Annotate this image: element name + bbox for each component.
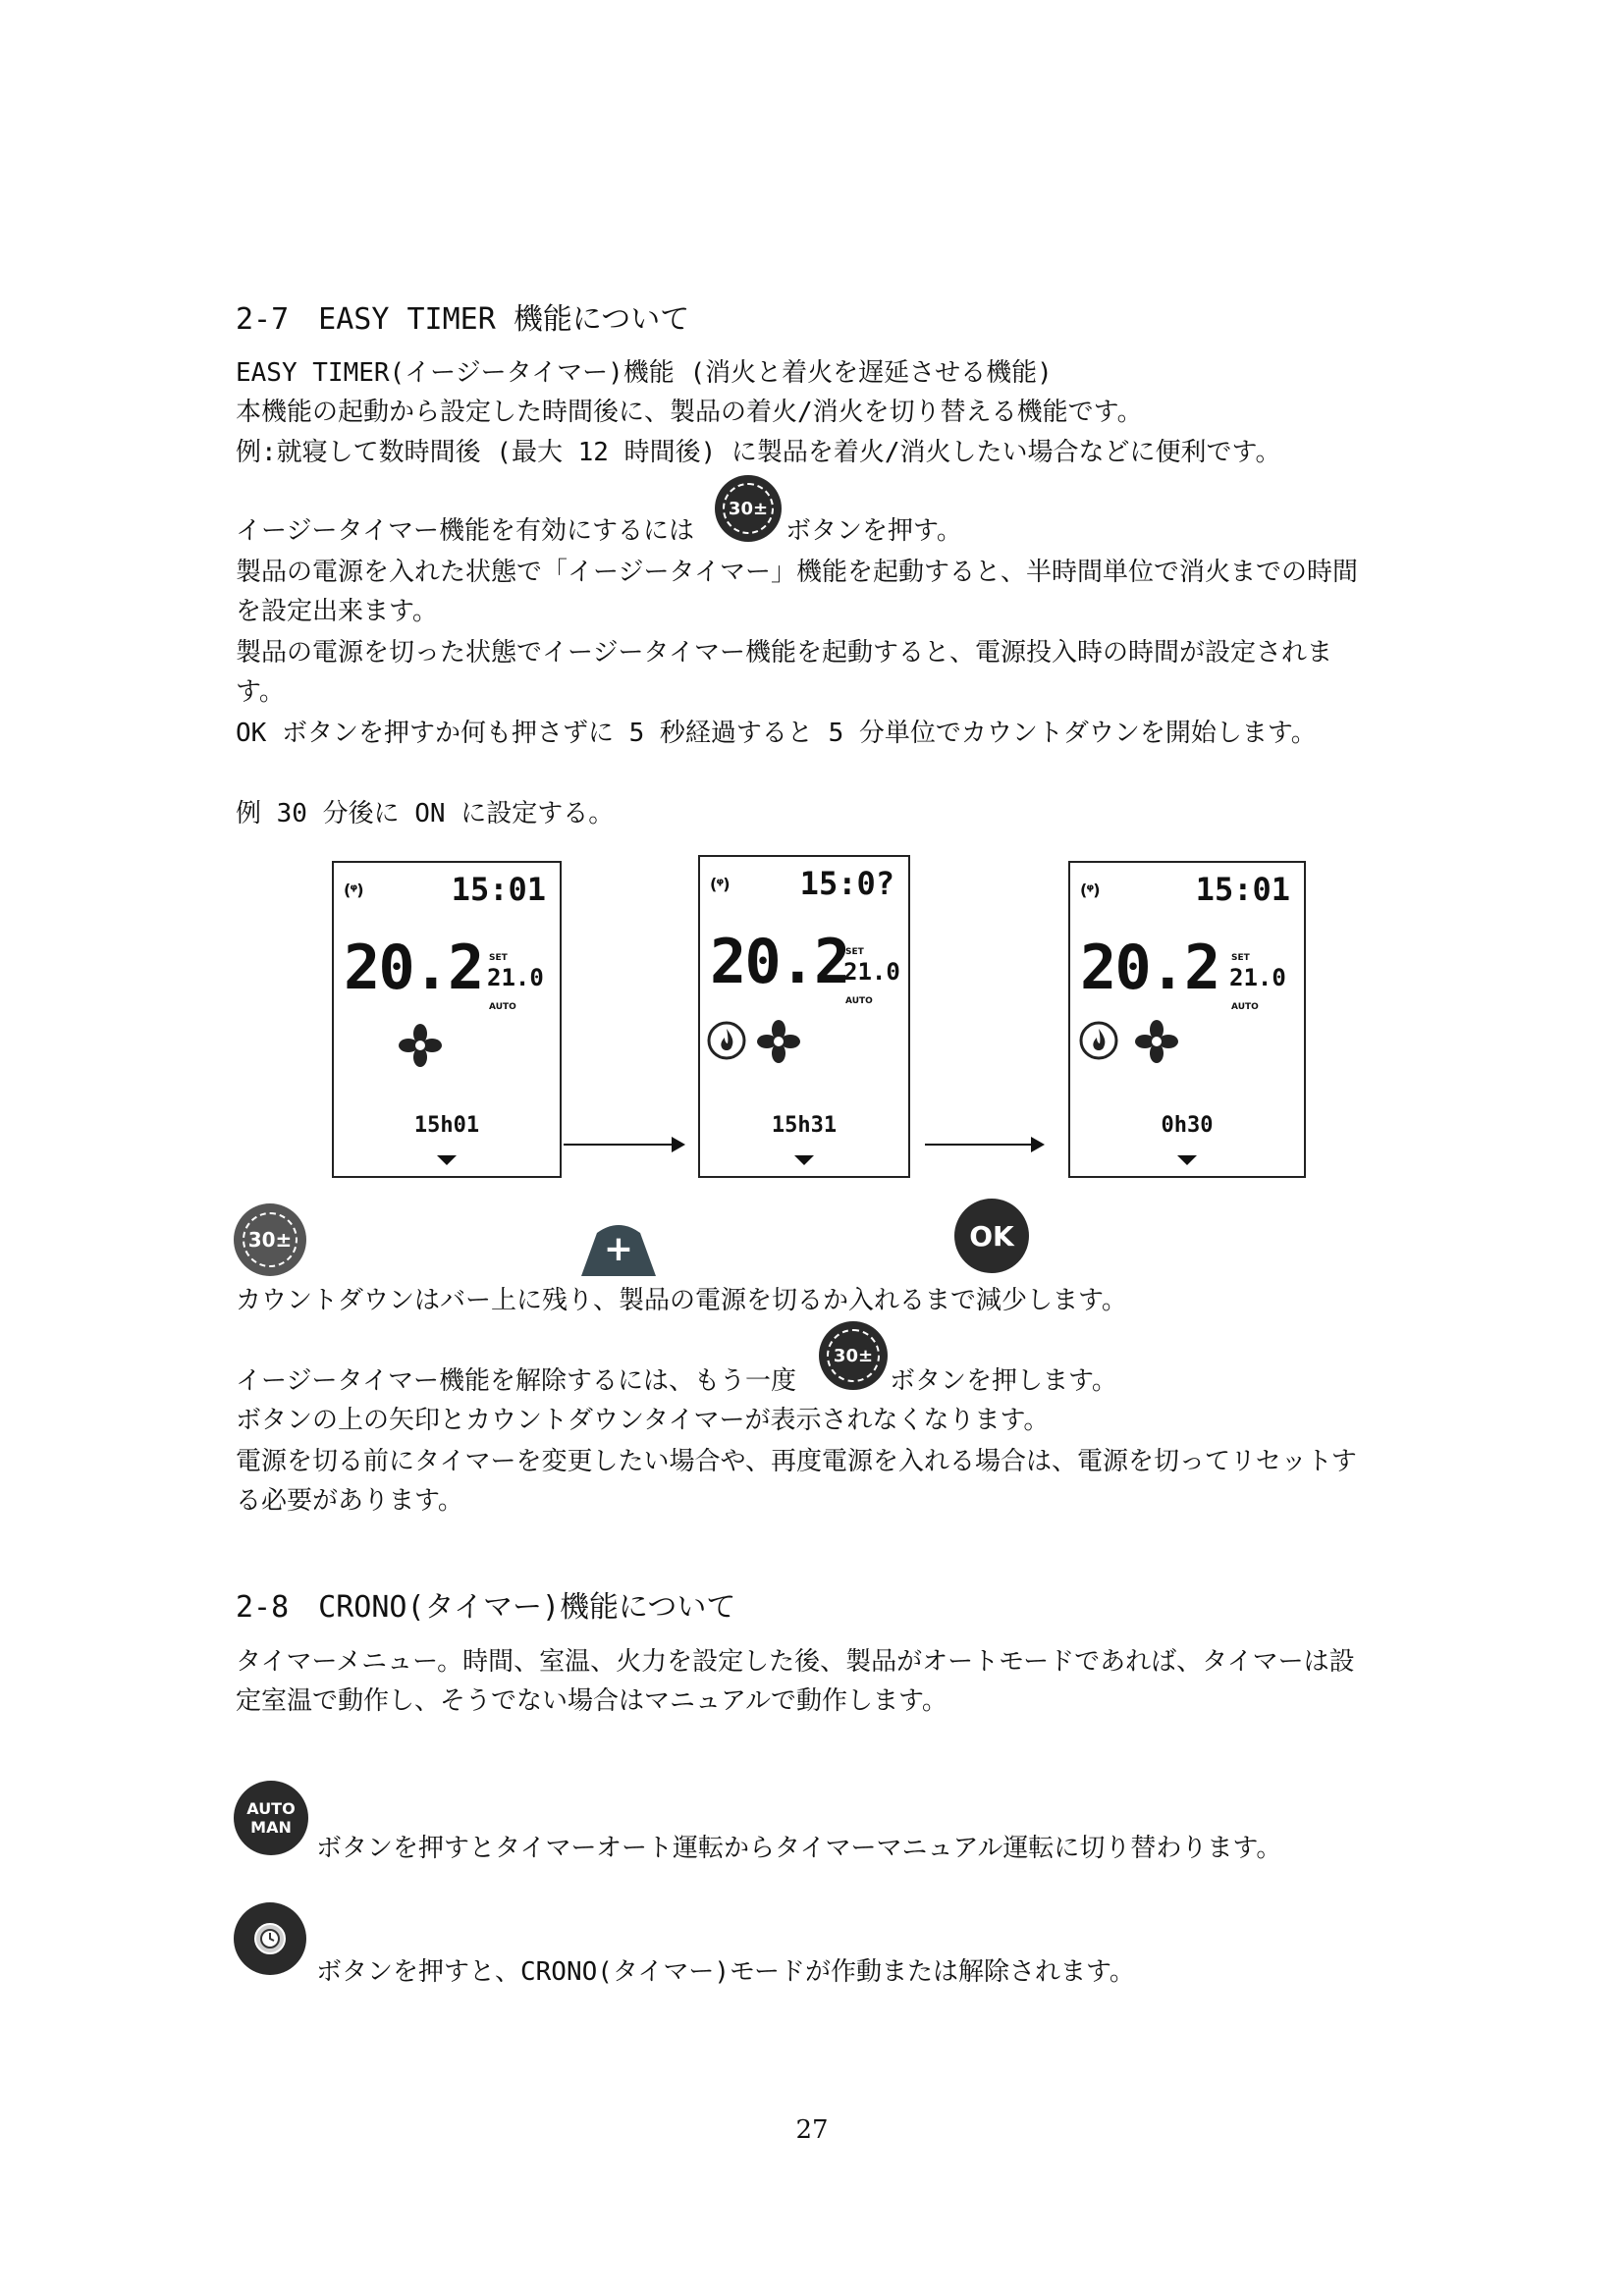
paragraph-line: タイマーメニュー。時間、室温、火力を設定した後、製品がオートモードであれば、タイマーは設 xyxy=(236,1647,1355,1677)
fan-icon xyxy=(1133,1018,1180,1065)
room-temperature: 20.2 xyxy=(710,926,849,997)
paragraph-line: を設定出来ます。 xyxy=(236,597,438,626)
page-number: 27 xyxy=(795,2115,829,2145)
easy-timer-button[interactable] xyxy=(819,1321,888,1390)
timer-icon: 30± xyxy=(723,483,774,534)
example-caption: 例 30 分後に ON に設定する。 xyxy=(236,799,615,828)
signal-icon: (ᵠ) xyxy=(344,881,363,899)
arrow-down-icon xyxy=(794,1155,814,1165)
paragraph-line: 製品の電源を切った状態でイージータイマー機能を起動すると、電源投入時の時間が設定されま xyxy=(236,638,1332,667)
paragraph-line: OK ボタンを押すか何も押さずに 5 秒経過すると 5 分単位でカウントダウンを開始します。 xyxy=(236,719,1317,748)
timer-icon: 30± xyxy=(243,1212,298,1267)
auto-label: AUTO xyxy=(246,1799,296,1818)
paragraph-line: 製品の電源を入れた状態で「イージータイマー」機能を起動すると、半時間単位で消火までの時間 xyxy=(236,558,1358,587)
paragraph-line: す。 xyxy=(236,677,285,707)
paragraph-line: カウントダウンはバー上に残り、製品の電源を切るか入れるまで減少します。 xyxy=(236,1286,1127,1315)
set-label: SET xyxy=(489,953,508,963)
enable-text-before: イージータイマー機能を有効にするには xyxy=(236,516,694,546)
set-temperature: 21.0 xyxy=(1229,964,1286,991)
plus-icon: + xyxy=(603,1229,634,1269)
timer-icon: 30± xyxy=(827,1329,880,1382)
timer-readout: 15h01 xyxy=(413,1113,480,1138)
cancel-text-before: イージータイマー機能を解除するには、もう一度 xyxy=(236,1366,796,1396)
set-temperature: 21.0 xyxy=(487,964,544,991)
signal-icon: (ᵠ) xyxy=(1080,881,1100,899)
mode-label: AUTO xyxy=(1231,1002,1259,1012)
flame-icon xyxy=(1078,1020,1119,1061)
arrow-right-icon xyxy=(564,1144,683,1146)
man-label: MAN xyxy=(250,1818,292,1837)
section-title: 2-7 EASY TIMER 機能について xyxy=(236,302,690,337)
clock-icon xyxy=(252,1921,288,1956)
auto-man-button[interactable] xyxy=(234,1781,308,1855)
easy-timer-button[interactable] xyxy=(715,475,782,542)
crono-text: ボタンを押すと、CRONO(タイマー)モードが作動または解除されます。 xyxy=(316,1957,1135,1987)
paragraph-line: 定室温で動作し、そうでない場合はマニュアルで動作します。 xyxy=(236,1686,947,1716)
timer-readout: 15h31 xyxy=(771,1113,838,1138)
fan-icon xyxy=(755,1018,802,1065)
paragraph-line: 例:就寝して数時間後 (最大 12 時間後) に製品を着火/消火したい場合などに便利です。 xyxy=(236,438,1281,467)
enable-text xyxy=(236,511,694,551)
room-temperature: 20.2 xyxy=(1080,932,1219,1003)
fan-icon xyxy=(397,1022,444,1069)
paragraph-line: る必要があります。 xyxy=(236,1486,463,1516)
arrow-down-icon xyxy=(1177,1155,1197,1165)
mode-label: AUTO xyxy=(489,1002,516,1012)
room-temperature: 20.2 xyxy=(344,932,483,1003)
enable-text-after: ボタンを押す。 xyxy=(785,516,962,546)
timer-readout: 0h30 xyxy=(1161,1113,1214,1138)
set-temperature: 21.0 xyxy=(843,958,900,986)
section-title: 2-8 CRONO(タイマー)機能について xyxy=(236,1590,736,1625)
mode-label: AUTO xyxy=(845,996,873,1006)
cancel-text-after: ボタンを押します。 xyxy=(890,1366,1117,1396)
auto-man-text: ボタンを押すとタイマーオート運転からタイマーマニュアル運転に切り替わります。 xyxy=(316,1834,1282,1863)
display-screen-2 xyxy=(698,855,910,1178)
clock: 15:01 xyxy=(451,871,546,908)
paragraph-line: 電源を切る前にタイマーを変更したい場合や、再度電源を入れる場合は、電源を切ってリセットす xyxy=(236,1447,1357,1476)
set-label: SET xyxy=(1231,953,1250,963)
display-screen-3 xyxy=(1068,861,1306,1178)
set-label: SET xyxy=(845,947,864,957)
paragraph-line: 本機能の起動から設定した時間後に、製品の着火/消火を切り替える機能です。 xyxy=(236,398,1143,427)
paragraph-line: EASY TIMER(イージータイマー)機能 (消火と着火を遅延させる機能) xyxy=(236,358,1053,388)
clock: 15:0? xyxy=(799,865,894,902)
arrow-right-icon xyxy=(925,1144,1043,1146)
signal-icon: (ᵠ) xyxy=(710,875,730,893)
easy-timer-button[interactable] xyxy=(234,1203,306,1276)
clock: 15:01 xyxy=(1195,871,1290,908)
paragraph-line: ボタンの上の矢印とカウントダウンタイマーが表示されなくなります。 xyxy=(236,1406,1050,1435)
plus-button[interactable] xyxy=(575,1219,662,1276)
flame-icon xyxy=(706,1020,747,1061)
ok-button[interactable]: OK xyxy=(954,1199,1029,1273)
display-screen-1 xyxy=(332,861,562,1178)
crono-button[interactable] xyxy=(234,1902,306,1975)
arrow-down-icon xyxy=(437,1155,457,1165)
